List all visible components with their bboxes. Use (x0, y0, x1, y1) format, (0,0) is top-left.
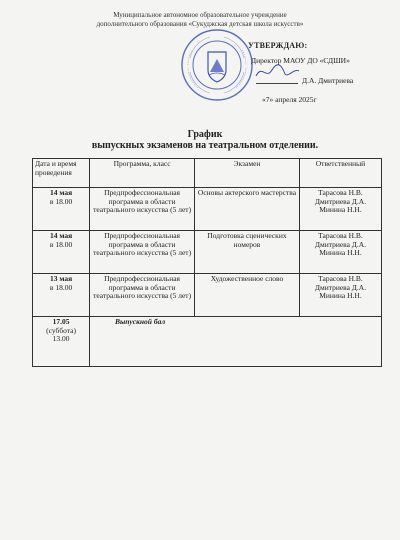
time-value: в 18.00 (49, 282, 73, 292)
responsible-name: Тарасова Н.В. (318, 188, 363, 197)
title-line-2: выпускных экзаменов на театральном отделении. (91, 140, 319, 151)
date-cell (33, 274, 90, 317)
exam-cell: Основы актерского мастерства (195, 188, 300, 231)
responsible-cell (299, 188, 381, 231)
responsible-name: Минина Н.Н. (319, 205, 362, 215)
org-line-1: Муниципальное автономное образовательное учреждение (113, 11, 287, 19)
title-line-1: График (187, 129, 223, 140)
table-header-row (33, 159, 382, 188)
responsible-name: Минина Н.Н. (319, 291, 362, 301)
responsible-cell (299, 274, 381, 317)
date-cell (33, 188, 90, 231)
approval-date: «7» апреля 2025г (262, 95, 317, 104)
date-cell (33, 317, 90, 367)
responsible-name: Тарасова Н.В. (318, 231, 363, 240)
header-exam: Экзамен (195, 159, 300, 188)
date-value: 17.05 (52, 317, 70, 326)
event-cell (90, 317, 382, 367)
table-row (33, 231, 382, 274)
table-row (33, 274, 382, 317)
header-program: Программа, класс (90, 159, 195, 188)
signer-name: Д.А. Дмитриева (302, 76, 354, 85)
responsible-cell (299, 231, 381, 274)
date-value: 14 мая (49, 188, 73, 197)
program-cell: Предпрофессиональная программа в области театрального искусства (5 лет) (90, 274, 195, 317)
date-value: 14 мая (49, 231, 73, 240)
program-cell: Предпрофессиональная программа в области театрального искусства (5 лет) (90, 188, 195, 231)
date-cell (33, 231, 90, 274)
time-value: в 18.00 (49, 239, 73, 249)
time-value: 13.00 (52, 334, 70, 344)
organization-header (0, 11, 400, 29)
responsible-name: Дмитриева Д.А. (314, 282, 367, 292)
exam-schedule-table (32, 158, 382, 367)
table-row (33, 188, 382, 231)
event-name: Выпускной бал (115, 317, 166, 326)
school-seal-stamp (180, 28, 254, 102)
org-line-2: дополнительного образования «Сукуджская детская школа искусств» (96, 20, 304, 28)
signature-line (256, 76, 353, 85)
responsible-name: Тарасова Н.В. (318, 274, 363, 283)
weekday-value: (суббота) (46, 325, 76, 335)
date-value: 13 мая (49, 274, 73, 283)
header-date: Дата и время проведения (33, 159, 90, 188)
exam-cell: Подготовка сценических номеров (195, 231, 300, 274)
signature-underline (256, 83, 298, 84)
document-title (0, 129, 400, 151)
exam-cell: Художественное слово (195, 274, 300, 317)
program-cell: Предпрофессиональная программа в области театрального искусства (5 лет) (90, 231, 195, 274)
responsible-name: Минина Н.Н. (319, 248, 362, 258)
approval-heading: УТВЕРЖДАЮ: (248, 41, 308, 50)
responsible-name: Дмитриева Д.А. (314, 196, 367, 206)
time-value: в 18.00 (49, 196, 73, 206)
responsible-name: Дмитриева Д.А. (314, 239, 367, 249)
header-responsible: Ответственный (299, 159, 381, 188)
table-row-graduation (33, 317, 382, 367)
director-title: Директор МАОУ ДО «СДШИ» (251, 56, 350, 65)
